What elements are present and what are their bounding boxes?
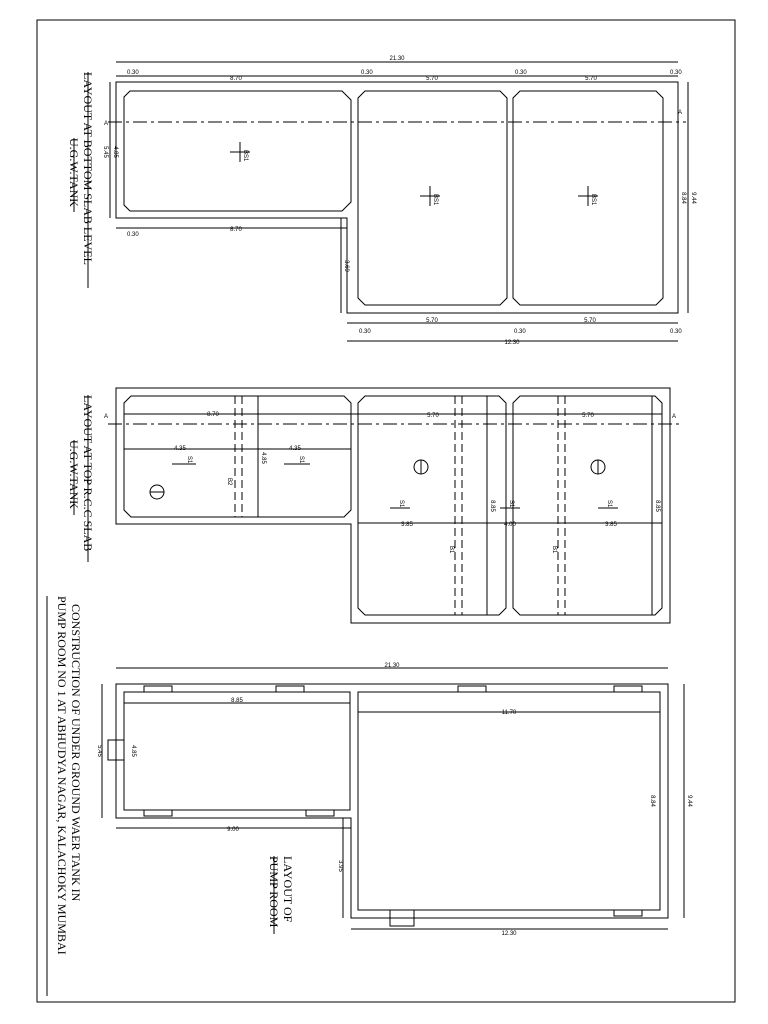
dim-step-height: 3.69 <box>343 260 349 272</box>
rcc-dim-right-h1: 8.85 <box>489 500 495 512</box>
rcc-slab-outline <box>116 388 670 623</box>
slab-mark-1: BS1 <box>242 150 248 162</box>
window-6 <box>306 810 334 816</box>
dim-wall-d: 0.30 <box>670 70 682 76</box>
dim-overall: 21.30 <box>389 56 405 62</box>
rcc-section-mark-right: A <box>672 414 677 420</box>
rcc-dim-half-2: 4.35 <box>289 446 301 452</box>
dim-lower-wall-b: 0.30 <box>514 329 526 335</box>
pr-lower-left: 9.00 <box>227 827 239 833</box>
rcc-beam-b1-label-1: B1 <box>448 546 454 554</box>
project-title-line2: PUMP ROOM NO 1 AT ABHUDYA NAGAR, KALACHOKY MUMBAI <box>55 596 69 955</box>
window-2 <box>276 686 304 692</box>
dim-comp-3: 5.70 <box>585 76 597 82</box>
rcc-dim-right-h2: 8.85 <box>654 500 660 512</box>
rcc-dim-lower-1: 3.85 <box>401 522 413 528</box>
pr-left-height: 5.45 <box>96 745 102 757</box>
rcc-beam-b2-label: B2 <box>226 478 232 486</box>
pr-right-outer: 9.44 <box>686 795 692 807</box>
pr-right-inner: 8.84 <box>649 795 655 807</box>
pump-room-inner-left <box>124 692 350 810</box>
dim-right-outer: 9.44 <box>690 192 696 204</box>
title-bottom-slab-line2: U.G.W.TANK <box>67 138 81 207</box>
rcc-dim-half-1: 4.35 <box>174 446 186 452</box>
rcc-slab-mark-5: S1 <box>606 500 612 508</box>
window-1 <box>144 686 172 692</box>
bottom-slab-plan <box>108 62 688 341</box>
dim-comp-1-lower: 8.70 <box>230 227 242 233</box>
pump-room-inner-right <box>358 692 660 910</box>
rcc-compartment-2 <box>358 396 506 615</box>
pump-room-outer <box>116 684 668 918</box>
project-title-line1: CONSTRUCTION OF UNDER GROUND WAER TANK IN <box>69 604 83 902</box>
dim-wall-b: 0.30 <box>361 70 373 76</box>
rcc-slab-plan <box>108 388 680 623</box>
title-pump-room-line2: PUMP ROOM <box>267 856 281 928</box>
window-3 <box>458 686 486 692</box>
dim-lower-wall-c: 0.30 <box>670 329 682 335</box>
rcc-beam-b1-label-2: B1 <box>551 546 557 554</box>
pr-lower-overall: 12.30 <box>501 931 517 937</box>
dim-left-inner: 4.85 <box>112 146 118 158</box>
rcc-compartment-3 <box>513 396 662 615</box>
rcc-slab-mark-3: S1 <box>398 500 404 508</box>
dim-lower-wall-a: 0.30 <box>359 329 371 335</box>
pr-overall: 21.30 <box>384 663 400 669</box>
dim-left-height: 5.45 <box>102 146 108 158</box>
dim-wall-c: 0.30 <box>515 70 527 76</box>
rcc-slab-mark-2: S1 <box>298 456 304 464</box>
pr-step-height: 3.95 <box>337 860 343 872</box>
sheet-border <box>37 20 735 1002</box>
title-rcc-line1: LAYOUT AT TOP R.C.C SLAB <box>81 395 95 552</box>
rcc-slab-mark-4: S1 <box>508 500 514 508</box>
pr-left-inner: 4.85 <box>130 745 136 757</box>
dim-wall-a: 0.30 <box>127 70 139 76</box>
dim-lower-comp-1: 5.70 <box>426 318 438 324</box>
slab-mark-3: BS1 <box>590 194 596 206</box>
rcc-dim-lower-3: 3.85 <box>605 522 617 528</box>
window-7 <box>614 910 642 916</box>
dim-lower-comp-2: 5.70 <box>584 318 596 324</box>
title-pump-room-line1: LAYOUT OF <box>281 856 295 923</box>
rcc-dim-lower-2: 4.00 <box>504 522 516 528</box>
rcc-dim-comp-1: 8.70 <box>207 412 219 418</box>
rcc-dim-left-height: 4.85 <box>260 452 266 464</box>
dim-left-wall-bottom: 0.30 <box>127 232 139 238</box>
rcc-section-mark-left: A <box>104 414 109 420</box>
compartment-1 <box>124 91 351 211</box>
slab-mark-2: BS1 <box>432 194 438 206</box>
window-5 <box>144 810 172 816</box>
dim-comp-2: 5.70 <box>426 76 438 82</box>
pump-room-plan <box>102 668 684 929</box>
window-4 <box>614 686 642 692</box>
dim-comp-1: 8.70 <box>230 76 242 82</box>
title-bottom-slab-line1: LAYOUT AT BOTTOM SLAB LEVEL <box>81 72 95 265</box>
title-rcc-line2: U.G.W.TANK <box>67 440 81 509</box>
dim-right-inner: 8.84 <box>680 192 686 204</box>
pr-right-room: 11.70 <box>501 710 517 716</box>
pr-left-room: 8.85 <box>231 698 243 704</box>
dim-lower-overall: 12.30 <box>504 340 520 346</box>
section-mark-right: A <box>678 110 683 116</box>
section-mark-left: A <box>104 121 109 127</box>
rcc-slab-mark-1: S1 <box>186 456 192 464</box>
rcc-dim-comp-2: 5.70 <box>427 413 439 419</box>
rcc-dim-comp-3: 5.70 <box>582 413 594 419</box>
